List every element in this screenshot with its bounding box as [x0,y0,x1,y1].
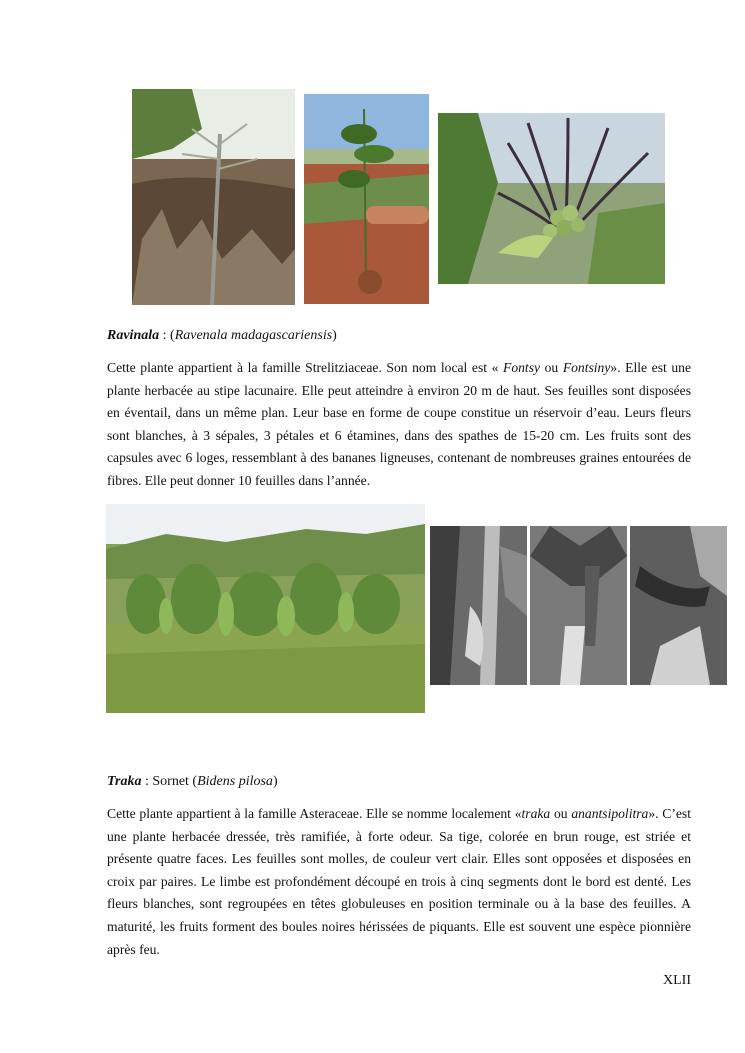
ravinala-text-3: ». Elle est une plante herbacée au stipe lacunaire. Elle peut atteindre à environ 20 m de haut. Ses feuilles sont disposées en éventail, dans un même plan. Leur base en forme de coupe constitue un réservoir d’eau. Leurs fleurs sont blanches, à 3 sépales, 3 pétales et 6 étamines, dans des spathes de 15-20 cm. Les fruits sont des capsules avec 6 loges, ressemblant à des bananes ligneuses, contenant de nombreuses graines entourées de fibres. Elle peut donner 10 feuilles dans l’année. [107,360,691,488]
page-number: XLII [663,973,691,988]
ravinala-local-name-1: Fontsy [503,360,541,375]
heading-separator: : ( [159,328,175,343]
traka-heading [107,773,278,791]
photo-flower-bw-2 [530,526,627,685]
traka-description [107,803,691,961]
heading-separator: : Sornet ( [141,774,198,789]
ravinala-name: Ravinala [107,328,160,343]
photo-ravinala-field [106,504,425,713]
photo-flower-closeup [438,113,665,284]
traka-name: Traka [107,774,142,789]
photo-flower-bw-1 [430,526,527,685]
photo-plant-held [304,94,429,304]
traka-text-2: ou [550,806,572,821]
traka-text-3: ». C’est une plante herbacée dressée, très ramifiée, à forte odeur. Sa tige, colorée en brun rouge, est striée et présente quatre faces. Les feuilles sont molles, de couleur vert clair. Elles sont opposées et disposées en croix par paires. Le limbe est profondément découpé en trois à cinq segments dont le bord est denté. Les fleurs blanches, sont regroupées en têtes globuleuses en position terminale ou à la base des feuilles. A maturité, les fruits forment des boules noires hérissées de piquants. Elle est souvent une espèce pionnière après feu. [107,806,691,957]
traka-scientific-name: Bidens pilosa [197,774,273,789]
traka-local-name-1: traka [521,806,551,821]
ravinala-heading [107,327,337,345]
ravinala-text-1: Cette plante appartient à la famille Strelitziaceae. Son nom local est « [107,360,504,375]
photo-flower-bw-3 [630,526,727,685]
traka-local-name-2: anantsipolitra [571,806,649,821]
ravinala-text-2: ou [540,360,563,375]
ravinala-description [107,357,691,493]
traka-text-1: Cette plante appartient à la famille Asteraceae. Elle se nomme localement « [107,806,522,821]
heading-close: ) [332,328,337,343]
photo-sapling-field [132,89,295,305]
ravinala-scientific-name: Ravenala madagascariensis [174,328,333,343]
ravinala-local-name-2: Fontsiny [562,360,611,375]
heading-close: ) [272,774,278,789]
